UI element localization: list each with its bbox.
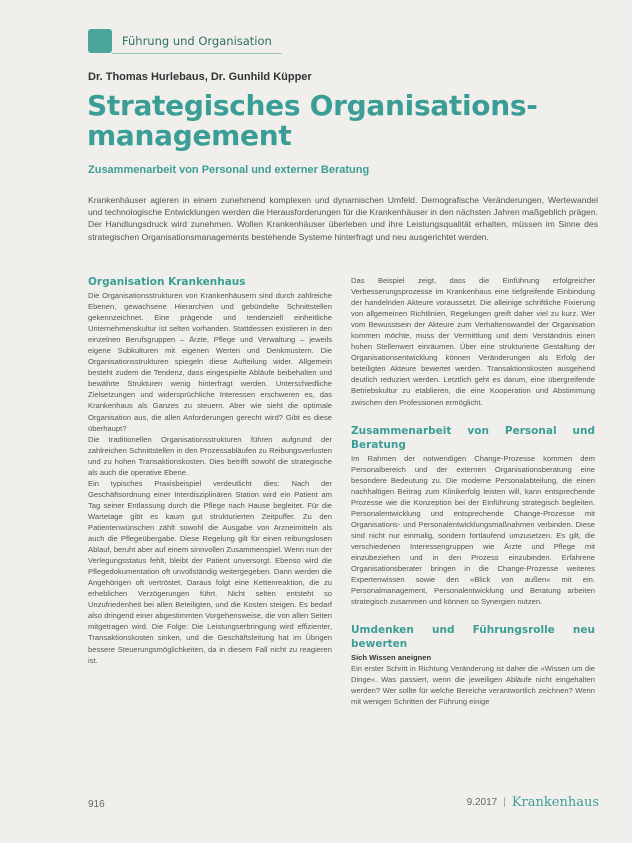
rubric-label: Führung und Organisation [122,34,272,48]
left-column [88,275,332,666]
lead-paragraph: Krankenhäuser agieren in einem zunehmend komplexen und dynamischen Umfeld. Demografische Veränderungen, Wertewandel und technologische Entwicklungen werden die Herausforderungen für die Krankenhäuser in den nächsten Jahren maßgeblich prägen. Der Handlungsdruck wird zunehmen. Wollen Krankenhäuser überleben und ihre Leistungsqualität erhalten, müssen im Sinne des strategischen Organisationsmanagements bestehende Systeme hinterfragt und neu ausgerichtet werden. [88,194,598,242]
paragraph: Ein typisches Praxisbeispiel verdeutlicht dies: Nach der Geschäftsordnung einer Interdisziplinären Station wird ein Patient am Tag seiner Entlassung durch die Pflege nach Hause begleitet. Für die Wartetage gibt es kaum gut strukturierten Zeitpuffer. Zu den Patientenwünschen zählt sowohl die Ausgabe von Arzneimitteln als auch die Pflegeübergabe. Diese Regelung gilt für einen reibungslosen Ablauf, beruht aber auf einem sinnvollen Zusammenspiel. Wenn nun der Verlegungsstatus fehlt, bleibt der Patient unversorgt. Ebenso wird die Pflegedokumentation oft unvollständig weitergegeben. Dann werden die Angehörigen oft vertröstet. Daraus folgt eine Kettenreaktion, die zu erheblichen Verzögerungen führt. Nicht selten entsteht so Unzufriedenheit bei allen Beteiligten, und die Kosten steigen. Es bedarf also dringend einer abgestimmten Vorgehensweise, die von allen Seiten mitgetragen wird. Die Folge: Die Leistungserbringung wird effizienter, Transaktionskosten sinken, und die Geschäftsleitung hat im Übrigen bessere Steuerungsmöglichkeiten, da in diesem Fall nicht zu reagieren ist. [88,478,332,665]
page-number: 916 [88,799,105,810]
rubric-divider [112,53,282,54]
rubric-marker [88,29,112,53]
right-column [351,275,595,707]
rubric [88,29,272,53]
paragraph: Die Organisationsstrukturen von Krankenhäusern sind durch zahlreiche Ebenen, gewachsene Hierarchien und gebündelte Schnittstellen gekennzeichnet. Eine prägende und tendenziell einheitliche Unternehmenskultur ist selten vorhanden. Stattdessen existieren in den einzelnen Berufsgruppen – Ärzte, Pflege und Verwaltung – jeweils eigene Subkulturen mit eigenen Werten und Denkmustern. Die Organisationsstrukturen spiegeln diese Aufteilung wider. Allgemein besteht zudem die Tendenz, dass eingespielte Abläufe beibehalten und bewährte Strukturen wenig hinterfragt werden. Unterschiedliche Zielsetzungen und widersprüchliche Interessen erschweren es, das Krankenhaus als Ganzes zu steuern. Aber wie sieht die optimale Organisation aus, die allen Anforderungen gerecht wird? Gibt es diese überhaupt? [88,291,332,433]
article-subtitle: Zusammenarbeit von Personal und externer Beratung [88,164,370,176]
authors: Dr. Thomas Hurlebaus, Dr. Gunhild Küpper [88,71,312,83]
paragraph: Ein erster Schritt in Richtung Veränderung ist daher die »Wissen um die Dinge«. Was passiert, wenn die jeweiligen Abläufe nicht eingehalten werden? Wer sollte für welche Bereiche verantwortlich zeichnen? Wenn mit wenigen Schritten der Führung einige [351,664,595,707]
paragraph: Im Rahmen der notwendigen Change-Prozesse kommen dem Personalbereich und der externen Organisationsberatung eine besondere Bedeutung zu. Die moderne Personalabteilung, die einen nachhaltigen Beitrag zum Klinikerfolg leisten will, kann entsprechende Prozesse wie die Konzeption bei der Einführung strategisch begleiten. Personalentwicklung und entsprechende Change-Prozesse mit Organisations- und Personalentwicklungsmaßnahmen verbinden. Diese sind nicht nur einmalig, sondern fortlaufend umzusetzen. Es gilt, die verschiedenen Interessengruppen wie Ärzte und Pflege mit einzubeziehen und in den Prozess einzubinden. Erfahrene Organisationsberater bringen in die Change-Prozesse weiteres Expertenwissen sowie den »Blick von außen« mit ein. Personalmanagement, Personalentwicklung und Beratung arbeiten strategisch zusammen und können so Synergien nutzen. [351,453,595,607]
footer-issue: 9.2017 | Krankenhaus [466,795,599,810]
article-title: Strategisches Organisations-management [87,89,538,152]
section-heading: Zusammenarbeit von Personal und Beratung [351,424,595,451]
section-heading: Organisation Krankenhaus [88,276,246,288]
issue-number: 9.2017 [466,797,498,808]
paragraph: Die traditionellen Organisationsstrukturen führen aufgrund der zahlreichen Schnittstellen in den Prozessabläufen zu Reibungsverlusten und zu hohen Transaktionskosten. Dies betrifft sowohl die strategische als auch die operative Ebene. [88,434,332,477]
section-heading: Umdenken und Führungsrolle neu bewerten [351,624,595,651]
subheading: Sich Wissen aneignen [351,653,432,663]
paragraph: Das Beispiel zeigt, dass die Einführung erfolgreicher Verbesserungsprozesse im Krankenhaus eine tiefgreifende Einbindung der handelnden Akteure voraussetzt. Die alleinige schriftliche Fixierung von allgemeinen Richtlinien, Regelungen greift daher viel zu kurz. Wer vom Bewusstsein der Akteure zum Verhaltenswandel der Organisation kommen möchte, muss der Vermittlung und dem Verständnis einen hohen Stellenwert einräumen. Über eine strukturierte Gestaltung der Organisationsentwicklung können Veränderungen als Erfolg der beteiligten Akteure bewertet werden. Transaktionskosten ausgehend deutlich reduziert werden. Letztlich geht es darum, eine übergreifende Betriebskultur zu etablieren, die eine Kooperation und Abstimmung zwischen den Professionen ermöglicht. [351,276,595,407]
magazine-logo: Krankenhaus [511,795,599,810]
